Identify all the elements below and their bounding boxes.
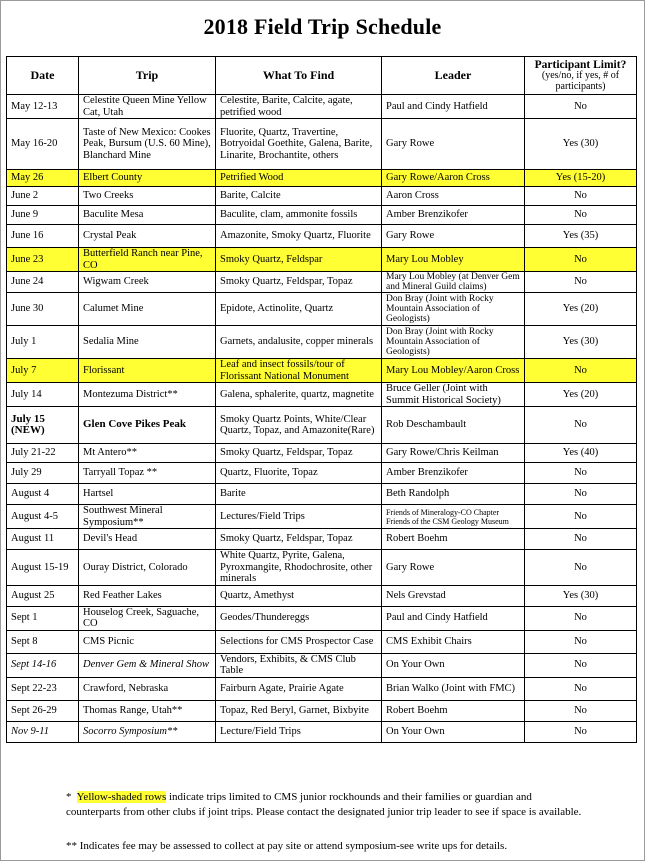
limit-cell: No	[525, 505, 637, 529]
leader-cell: Brian Walko (Joint with FMC)	[382, 677, 525, 700]
trip-cell: Red Feather Lakes	[79, 585, 216, 606]
date-cell: August 15-19	[7, 550, 79, 586]
table-row	[7, 359, 637, 383]
find-cell: Quartz, Fluorite, Topaz	[216, 463, 382, 484]
limit-cell: No	[525, 248, 637, 272]
trip-cell: Florissant	[79, 359, 216, 383]
find-cell: Quartz, Amethyst	[216, 585, 382, 606]
find-cell: Vendors, Exhibits, & CMS Club Table	[216, 653, 382, 677]
date-cell: Nov 9-11	[7, 721, 79, 742]
date-cell: July 7	[7, 359, 79, 383]
table-row	[7, 272, 637, 293]
leader-cell: Robert Boehm	[382, 700, 525, 721]
footnote-marker: *	[66, 791, 72, 803]
find-cell: Topaz, Red Beryl, Garnet, Bixbyite	[216, 700, 382, 721]
date-cell: June 30	[7, 293, 79, 326]
limit-cell: Yes (30)	[525, 326, 637, 359]
limit-cell: No	[525, 606, 637, 630]
date-cell: July 21-22	[7, 444, 79, 463]
date-cell: June 23	[7, 248, 79, 272]
page-title: 2018 Field Trip Schedule	[203, 14, 442, 39]
limit-cell: Yes (15-20)	[525, 170, 637, 187]
leader-cell: Aaron Cross	[382, 187, 525, 206]
table-row	[7, 653, 637, 677]
leader-cell: On Your Own	[382, 653, 525, 677]
find-cell: Petrified Wood	[216, 170, 382, 187]
date-cell: May 12-13	[7, 95, 79, 119]
table-row	[7, 248, 637, 272]
leader-cell: Amber Brenzikofer	[382, 463, 525, 484]
trip-cell: Mt Antero**	[79, 444, 216, 463]
trip-cell: Southwest Mineral Symposium**	[79, 505, 216, 529]
header-limit-label: Participant Limit?	[534, 59, 627, 71]
table-row	[7, 95, 637, 119]
leader-cell: Don Bray (Joint with Rocky Mountain Association of Geologists)	[382, 326, 525, 359]
find-cell: Geodes/Thundereggs	[216, 606, 382, 630]
leader-cell: Mary Lou Mobley	[382, 248, 525, 272]
leader-cell: Friends of Mineralogy-CO Chapter Friends of the CSM Geology Museum	[382, 505, 525, 529]
find-cell: Smoky Quartz, Feldspar	[216, 248, 382, 272]
limit-cell: No	[525, 700, 637, 721]
limit-cell: No	[525, 550, 637, 586]
date-cell: July 14	[7, 383, 79, 407]
table-row	[7, 550, 637, 586]
table-row	[7, 463, 637, 484]
trip-cell: Two Creeks	[79, 187, 216, 206]
limit-cell: Yes (40)	[525, 444, 637, 463]
date-cell: August 4-5	[7, 505, 79, 529]
date-cell: June 9	[7, 206, 79, 225]
date-cell: July 29	[7, 463, 79, 484]
trip-cell: Denver Gem & Mineral Show	[79, 653, 216, 677]
trip-cell: Taste of New Mexico: Cookes Peak, Bursum (U.S. 60 Mine), Blanchard Mine	[79, 119, 216, 170]
header-leader: Leader	[382, 57, 525, 95]
table-row	[7, 206, 637, 225]
limit-cell: No	[525, 630, 637, 653]
table-row	[7, 170, 637, 187]
date-cell: July 15 (NEW)	[7, 407, 79, 444]
find-cell: Garnets, andalusite, copper minerals	[216, 326, 382, 359]
table-row	[7, 225, 637, 248]
trip-cell: Socorro Symposium**	[79, 721, 216, 742]
table-row	[7, 606, 637, 630]
find-cell: Smoky Quartz, Feldspar, Topaz	[216, 272, 382, 293]
date-cell: Sept 14-16	[7, 653, 79, 677]
table-row	[7, 529, 637, 550]
find-cell: Leaf and insect fossils/tour of Florissant National Monument	[216, 359, 382, 383]
header-what-to-find: What To Find	[216, 57, 382, 95]
table-row	[7, 293, 637, 326]
limit-cell: No	[525, 721, 637, 742]
table-row	[7, 721, 637, 742]
leader-cell: Gary Rowe	[382, 225, 525, 248]
leader-cell: Nels Grevstad	[382, 585, 525, 606]
trip-cell: Glen Cove Pikes Peak	[79, 407, 216, 444]
find-cell: Selections for CMS Prospector Case	[216, 630, 382, 653]
trip-cell: Baculite Mesa	[79, 206, 216, 225]
trip-cell: Montezuma District**	[79, 383, 216, 407]
trip-cell: Calumet Mine	[79, 293, 216, 326]
trip-cell: Tarryall Topaz **	[79, 463, 216, 484]
table-row	[7, 119, 637, 170]
header-trip: Trip	[79, 57, 216, 95]
leader-cell: Robert Boehm	[382, 529, 525, 550]
table-row	[7, 700, 637, 721]
limit-cell: No	[525, 187, 637, 206]
trip-cell: Houselog Creek, Saguache, CO	[79, 606, 216, 630]
limit-cell: Yes (20)	[525, 383, 637, 407]
find-cell: Lectures/Field Trips	[216, 505, 382, 529]
limit-cell: No	[525, 359, 637, 383]
leader-cell: Rob Deschambault	[382, 407, 525, 444]
table-row	[7, 484, 637, 505]
trip-cell: Thomas Range, Utah**	[79, 700, 216, 721]
leader-cell: Beth Randolph	[382, 484, 525, 505]
trip-cell: CMS Picnic	[79, 630, 216, 653]
table-row	[7, 630, 637, 653]
find-cell: Barite, Calcite	[216, 187, 382, 206]
leader-cell: Don Bray (Joint with Rocky Mountain Association of Geologists)	[382, 293, 525, 326]
find-cell: White Quartz, Pyrite, Galena, Pyroxmangite, Rhodochrosite, other minerals	[216, 550, 382, 586]
find-cell: Fairburn Agate, Prairie Agate	[216, 677, 382, 700]
leader-cell: Bruce Geller (Joint with Summit Historical Society)	[382, 383, 525, 407]
date-cell: Sept 8	[7, 630, 79, 653]
leader-cell: Gary Rowe	[382, 119, 525, 170]
date-cell: June 16	[7, 225, 79, 248]
find-cell: Fluorite, Quartz, Travertine, Botryoidal Goethite, Galena, Barite, Linarite, Brochantite, others	[216, 119, 382, 170]
date-cell: July 1	[7, 326, 79, 359]
limit-cell: No	[525, 529, 637, 550]
table-row	[7, 326, 637, 359]
leader-cell: On Your Own	[382, 721, 525, 742]
find-cell: Baculite, clam, ammonite fossils	[216, 206, 382, 225]
limit-cell: Yes (30)	[525, 585, 637, 606]
limit-cell: Yes (30)	[525, 119, 637, 170]
table-row	[7, 444, 637, 463]
footnote-yellow	[66, 790, 586, 820]
leader-cell: CMS Exhibit Chairs	[382, 630, 525, 653]
table-row	[7, 677, 637, 700]
trip-cell: Devil's Head	[79, 529, 216, 550]
trip-cell: Sedalia Mine	[79, 326, 216, 359]
trip-cell: Butterfield Ranch near Pine, CO	[79, 248, 216, 272]
date-cell: August 4	[7, 484, 79, 505]
leader-cell: Mary Lou Mobley (at Denver Gem and Mineral Guild claims)	[382, 272, 525, 293]
leader-cell: Paul and Cindy Hatfield	[382, 95, 525, 119]
header-date: Date	[7, 57, 79, 95]
trip-cell: Hartsel	[79, 484, 216, 505]
date-cell: August 25	[7, 585, 79, 606]
limit-cell: No	[525, 653, 637, 677]
leader-cell: Amber Brenzikofer	[382, 206, 525, 225]
limit-cell: No	[525, 484, 637, 505]
date-cell: June 24	[7, 272, 79, 293]
find-cell: Smoky Quartz, Feldspar, Topaz	[216, 529, 382, 550]
find-cell: Celestite, Barite, Calcite, agate, petrified wood	[216, 95, 382, 119]
date-cell: Sept 26-29	[7, 700, 79, 721]
trip-cell: Wigwam Creek	[79, 272, 216, 293]
date-cell: Sept 1	[7, 606, 79, 630]
find-cell: Amazonite, Smoky Quartz, Fluorite	[216, 225, 382, 248]
leader-cell: Gary Rowe	[382, 550, 525, 586]
date-cell: August 11	[7, 529, 79, 550]
leader-cell: Paul and Cindy Hatfield	[382, 606, 525, 630]
trip-cell: Crawford, Nebraska	[79, 677, 216, 700]
footnote-highlight: Yellow-shaded rows	[76, 791, 167, 803]
limit-cell: No	[525, 677, 637, 700]
table-row	[7, 505, 637, 529]
limit-cell: No	[525, 272, 637, 293]
find-cell: Galena, sphalerite, quartz, magnetite	[216, 383, 382, 407]
limit-cell: No	[525, 206, 637, 225]
limit-cell: No	[525, 95, 637, 119]
table-row	[7, 187, 637, 206]
find-cell: Barite	[216, 484, 382, 505]
find-cell: Smoky Quartz Points, White/Clear Quartz, Topaz, and Amazonite(Rare)	[216, 407, 382, 444]
leader-cell: Gary Rowe/Chris Keilman	[382, 444, 525, 463]
limit-cell: Yes (20)	[525, 293, 637, 326]
limit-cell: Yes (35)	[525, 225, 637, 248]
footnote-fee: ** Indicates fee may be assessed to collect at pay site or attend symposium-see write ups for details.	[66, 840, 508, 852]
date-cell: May 16-20	[7, 119, 79, 170]
find-cell: Lecture/Field Trips	[216, 721, 382, 742]
table-row	[7, 407, 637, 444]
trip-cell: Elbert County	[79, 170, 216, 187]
find-cell: Epidote, Actinolite, Quartz	[216, 293, 382, 326]
table-row	[7, 585, 637, 606]
schedule-table	[6, 56, 637, 743]
find-cell: Smoky Quartz, Feldspar, Topaz	[216, 444, 382, 463]
leader-cell: Gary Rowe/Aaron Cross	[382, 170, 525, 187]
trip-cell: Ouray District, Colorado	[79, 550, 216, 586]
leader-cell: Mary Lou Mobley/Aaron Cross	[382, 359, 525, 383]
date-cell: Sept 22-23	[7, 677, 79, 700]
header-participant-limit	[525, 57, 637, 95]
limit-cell: No	[525, 407, 637, 444]
date-cell: June 2	[7, 187, 79, 206]
footnote-text: indicate trips limited to CMS junior rockhounds and their families or guardian and counterparts from other clubs if joint trips. Please contact the designated junior trip leader to see if space is available.	[66, 791, 582, 818]
trip-cell: Celestite Queen Mine Yellow Cat, Utah	[79, 95, 216, 119]
header-limit-subtext: (yes/no, if yes, # of participants)	[541, 70, 620, 92]
trip-cell: Crystal Peak	[79, 225, 216, 248]
table-header-row	[7, 57, 637, 95]
date-cell: May 26	[7, 170, 79, 187]
limit-cell: No	[525, 463, 637, 484]
table-row	[7, 383, 637, 407]
